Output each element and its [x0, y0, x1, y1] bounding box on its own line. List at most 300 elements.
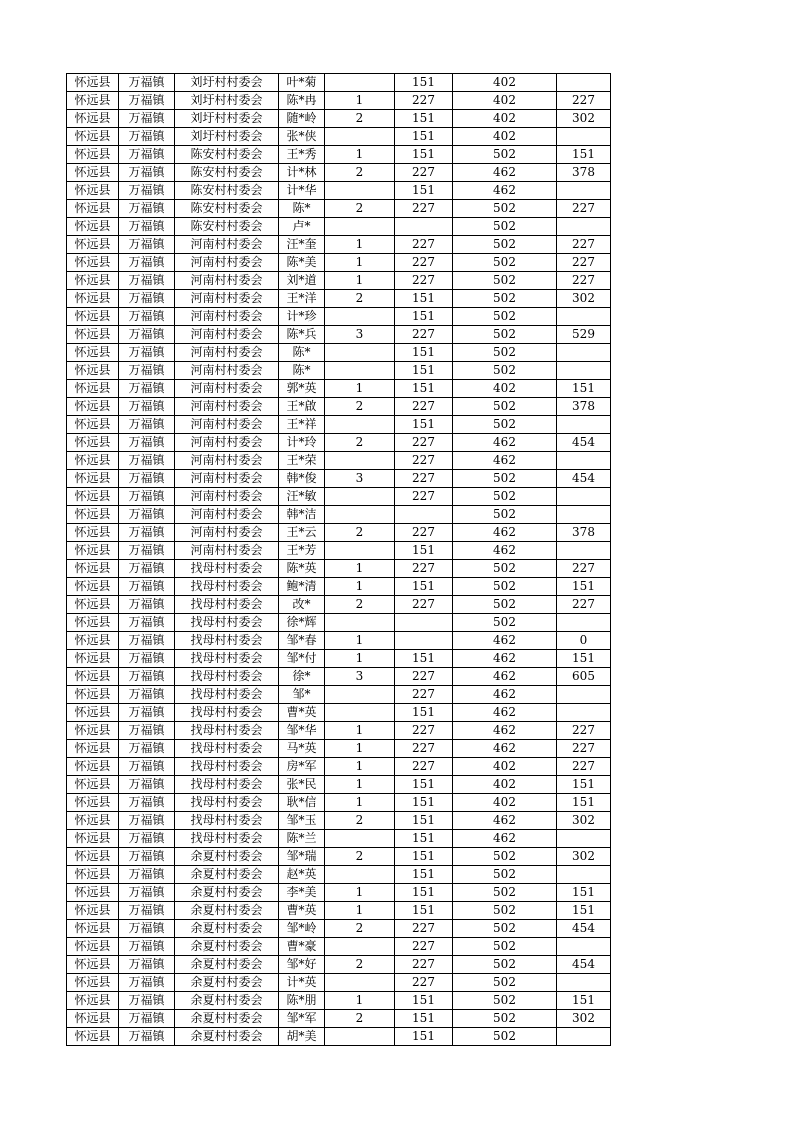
village-cell: 河南村村委会 [175, 272, 279, 290]
count-cell: 1 [325, 272, 395, 290]
amount-a-cell [395, 506, 453, 524]
table-row [67, 812, 611, 830]
town-cell: 万福镇 [119, 902, 175, 920]
county-cell: 怀远县 [67, 1028, 119, 1046]
town-cell: 万福镇 [119, 866, 175, 884]
table-row [67, 614, 611, 632]
table-row [67, 146, 611, 164]
amount-b-cell: 502 [453, 848, 557, 866]
total-cell [557, 74, 611, 92]
name-cell: 计*林 [279, 164, 325, 182]
amount-a-cell: 227 [395, 560, 453, 578]
village-cell: 余夏村村委会 [175, 884, 279, 902]
table-row [67, 1010, 611, 1028]
county-cell: 怀远县 [67, 596, 119, 614]
town-cell: 万福镇 [119, 614, 175, 632]
town-cell: 万福镇 [119, 884, 175, 902]
town-cell: 万福镇 [119, 218, 175, 236]
village-cell: 刘圩村村委会 [175, 92, 279, 110]
count-cell: 1 [325, 92, 395, 110]
name-cell: 邹*春 [279, 632, 325, 650]
name-cell: 邹*军 [279, 1010, 325, 1028]
count-cell [325, 182, 395, 200]
count-cell [325, 218, 395, 236]
town-cell: 万福镇 [119, 308, 175, 326]
amount-b-cell: 502 [453, 992, 557, 1010]
amount-a-cell: 227 [395, 740, 453, 758]
name-cell: 王*荣 [279, 452, 325, 470]
amount-b-cell: 462 [453, 164, 557, 182]
count-cell: 2 [325, 920, 395, 938]
amount-b-cell: 502 [453, 308, 557, 326]
town-cell: 万福镇 [119, 830, 175, 848]
county-cell: 怀远县 [67, 380, 119, 398]
county-cell: 怀远县 [67, 470, 119, 488]
county-cell: 怀远县 [67, 452, 119, 470]
town-cell: 万福镇 [119, 1028, 175, 1046]
amount-b-cell: 402 [453, 380, 557, 398]
amount-b-cell: 462 [453, 524, 557, 542]
table-row [67, 632, 611, 650]
table-row [67, 974, 611, 992]
table-row [67, 182, 611, 200]
total-cell: 227 [557, 758, 611, 776]
amount-b-cell: 502 [453, 344, 557, 362]
table-row [67, 758, 611, 776]
amount-a-cell: 151 [395, 776, 453, 794]
amount-b-cell: 502 [453, 200, 557, 218]
town-cell: 万福镇 [119, 128, 175, 146]
town-cell: 万福镇 [119, 200, 175, 218]
town-cell: 万福镇 [119, 272, 175, 290]
table-row [67, 272, 611, 290]
amount-a-cell: 227 [395, 236, 453, 254]
village-cell: 河南村村委会 [175, 470, 279, 488]
village-cell: 余夏村村委会 [175, 974, 279, 992]
count-cell: 1 [325, 722, 395, 740]
amount-a-cell: 151 [395, 290, 453, 308]
name-cell: 邹*瑞 [279, 848, 325, 866]
name-cell: 王*洋 [279, 290, 325, 308]
county-cell: 怀远县 [67, 254, 119, 272]
name-cell: 王*云 [279, 524, 325, 542]
table-row [67, 830, 611, 848]
county-cell: 怀远县 [67, 866, 119, 884]
table-row [67, 218, 611, 236]
amount-a-cell: 151 [395, 308, 453, 326]
village-cell: 河南村村委会 [175, 362, 279, 380]
amount-a-cell: 227 [395, 254, 453, 272]
town-cell: 万福镇 [119, 506, 175, 524]
table-row [67, 524, 611, 542]
town-cell: 万福镇 [119, 326, 175, 344]
town-cell: 万福镇 [119, 740, 175, 758]
county-cell: 怀远县 [67, 542, 119, 560]
name-cell: 陈* [279, 344, 325, 362]
table-row [67, 686, 611, 704]
amount-b-cell: 502 [453, 272, 557, 290]
village-cell: 找母村村委会 [175, 560, 279, 578]
table-row [67, 380, 611, 398]
name-cell: 陈*英 [279, 560, 325, 578]
table-row [67, 110, 611, 128]
town-cell: 万福镇 [119, 650, 175, 668]
table-row [67, 308, 611, 326]
total-cell: 151 [557, 794, 611, 812]
town-cell: 万福镇 [119, 1010, 175, 1028]
count-cell: 2 [325, 110, 395, 128]
county-cell: 怀远县 [67, 884, 119, 902]
table-row [67, 542, 611, 560]
town-cell: 万福镇 [119, 758, 175, 776]
table-row [67, 344, 611, 362]
amount-b-cell: 462 [453, 452, 557, 470]
name-cell: 韩*洁 [279, 506, 325, 524]
total-cell: 227 [557, 236, 611, 254]
name-cell: 耿*信 [279, 794, 325, 812]
name-cell: 王*秀 [279, 146, 325, 164]
county-cell: 怀远县 [67, 632, 119, 650]
name-cell: 邹* [279, 686, 325, 704]
total-cell: 151 [557, 992, 611, 1010]
amount-a-cell: 151 [395, 902, 453, 920]
village-cell: 河南村村委会 [175, 398, 279, 416]
table-row [67, 920, 611, 938]
total-cell: 378 [557, 164, 611, 182]
amount-a-cell: 227 [395, 326, 453, 344]
amount-b-cell: 462 [453, 668, 557, 686]
amount-b-cell: 502 [453, 596, 557, 614]
count-cell: 2 [325, 596, 395, 614]
county-cell: 怀远县 [67, 74, 119, 92]
town-cell: 万福镇 [119, 560, 175, 578]
town-cell: 万福镇 [119, 110, 175, 128]
amount-a-cell: 227 [395, 434, 453, 452]
table-row [67, 236, 611, 254]
amount-b-cell: 502 [453, 974, 557, 992]
total-cell [557, 344, 611, 362]
amount-a-cell: 227 [395, 956, 453, 974]
village-cell: 陈安村村委会 [175, 146, 279, 164]
count-cell: 2 [325, 1010, 395, 1028]
amount-a-cell: 227 [395, 668, 453, 686]
total-cell: 227 [557, 740, 611, 758]
name-cell: 曹*豪 [279, 938, 325, 956]
village-cell: 河南村村委会 [175, 344, 279, 362]
table-row [67, 704, 611, 722]
village-cell: 找母村村委会 [175, 686, 279, 704]
town-cell: 万福镇 [119, 704, 175, 722]
county-cell: 怀远县 [67, 740, 119, 758]
total-cell [557, 830, 611, 848]
amount-a-cell: 151 [395, 650, 453, 668]
name-cell: 胡*美 [279, 1028, 325, 1046]
count-cell [325, 506, 395, 524]
total-cell: 227 [557, 560, 611, 578]
amount-a-cell: 151 [395, 1010, 453, 1028]
county-cell: 怀远县 [67, 326, 119, 344]
name-cell: 房*军 [279, 758, 325, 776]
county-cell: 怀远县 [67, 398, 119, 416]
village-cell: 河南村村委会 [175, 308, 279, 326]
total-cell [557, 686, 611, 704]
village-cell: 余夏村村委会 [175, 902, 279, 920]
village-cell: 找母村村委会 [175, 740, 279, 758]
table-row [67, 938, 611, 956]
count-cell [325, 488, 395, 506]
name-cell: 马*英 [279, 740, 325, 758]
count-cell: 2 [325, 434, 395, 452]
amount-b-cell: 502 [453, 920, 557, 938]
name-cell: 计*珍 [279, 308, 325, 326]
amount-a-cell: 151 [395, 110, 453, 128]
amount-a-cell: 151 [395, 704, 453, 722]
count-cell [325, 452, 395, 470]
town-cell: 万福镇 [119, 164, 175, 182]
count-cell [325, 416, 395, 434]
table-row [67, 128, 611, 146]
town-cell: 万福镇 [119, 146, 175, 164]
table-row [67, 560, 611, 578]
county-cell: 怀远县 [67, 776, 119, 794]
total-cell: 151 [557, 884, 611, 902]
count-cell: 1 [325, 650, 395, 668]
total-cell: 378 [557, 398, 611, 416]
village-cell: 河南村村委会 [175, 452, 279, 470]
count-cell [325, 704, 395, 722]
amount-a-cell: 151 [395, 380, 453, 398]
table-row [67, 362, 611, 380]
amount-b-cell: 462 [453, 650, 557, 668]
amount-b-cell: 462 [453, 830, 557, 848]
town-cell: 万福镇 [119, 236, 175, 254]
village-cell: 找母村村委会 [175, 758, 279, 776]
village-cell: 找母村村委会 [175, 794, 279, 812]
town-cell: 万福镇 [119, 488, 175, 506]
total-cell [557, 416, 611, 434]
table-row [67, 398, 611, 416]
total-cell: 227 [557, 92, 611, 110]
amount-a-cell: 151 [395, 1028, 453, 1046]
count-cell: 2 [325, 200, 395, 218]
count-cell: 2 [325, 524, 395, 542]
name-cell: 陈*朋 [279, 992, 325, 1010]
table-row [67, 668, 611, 686]
amount-a-cell: 227 [395, 92, 453, 110]
amount-a-cell [395, 632, 453, 650]
amount-b-cell: 502 [453, 578, 557, 596]
name-cell: 赵*英 [279, 866, 325, 884]
county-cell: 怀远县 [67, 128, 119, 146]
amount-a-cell: 227 [395, 200, 453, 218]
town-cell: 万福镇 [119, 722, 175, 740]
name-cell: 鲍*清 [279, 578, 325, 596]
village-cell: 陈安村村委会 [175, 200, 279, 218]
table-row [67, 794, 611, 812]
amount-b-cell: 502 [453, 398, 557, 416]
county-cell: 怀远县 [67, 164, 119, 182]
count-cell: 3 [325, 470, 395, 488]
town-cell: 万福镇 [119, 956, 175, 974]
table-row [67, 434, 611, 452]
count-cell [325, 308, 395, 326]
village-cell: 河南村村委会 [175, 434, 279, 452]
amount-a-cell: 151 [395, 830, 453, 848]
amount-a-cell: 227 [395, 398, 453, 416]
amount-b-cell: 502 [453, 956, 557, 974]
amount-a-cell: 151 [395, 146, 453, 164]
town-cell: 万福镇 [119, 470, 175, 488]
village-cell: 河南村村委会 [175, 290, 279, 308]
amount-b-cell: 462 [453, 722, 557, 740]
name-cell: 陈* [279, 362, 325, 380]
village-cell: 河南村村委会 [175, 524, 279, 542]
count-cell [325, 938, 395, 956]
amount-b-cell: 462 [453, 686, 557, 704]
table-row [67, 200, 611, 218]
count-cell: 1 [325, 254, 395, 272]
village-cell: 余夏村村委会 [175, 866, 279, 884]
village-cell: 找母村村委会 [175, 722, 279, 740]
amount-a-cell: 151 [395, 578, 453, 596]
name-cell: 陈*冉 [279, 92, 325, 110]
county-cell: 怀远县 [67, 416, 119, 434]
table-row [67, 1028, 611, 1046]
name-cell: 刘*道 [279, 272, 325, 290]
village-cell: 河南村村委会 [175, 236, 279, 254]
amount-a-cell: 151 [395, 812, 453, 830]
count-cell: 2 [325, 398, 395, 416]
name-cell: 叶*菊 [279, 74, 325, 92]
village-cell: 河南村村委会 [175, 254, 279, 272]
town-cell: 万福镇 [119, 776, 175, 794]
county-cell: 怀远县 [67, 956, 119, 974]
county-cell: 怀远县 [67, 812, 119, 830]
name-cell: 汪*敏 [279, 488, 325, 506]
amount-b-cell: 462 [453, 182, 557, 200]
total-cell: 227 [557, 254, 611, 272]
name-cell: 汪*奎 [279, 236, 325, 254]
count-cell [325, 74, 395, 92]
total-cell: 302 [557, 290, 611, 308]
county-cell: 怀远县 [67, 200, 119, 218]
county-cell: 怀远县 [67, 218, 119, 236]
table-row [67, 884, 611, 902]
total-cell [557, 182, 611, 200]
town-cell: 万福镇 [119, 632, 175, 650]
amount-b-cell: 462 [453, 434, 557, 452]
amount-b-cell: 502 [453, 146, 557, 164]
town-cell: 万福镇 [119, 974, 175, 992]
town-cell: 万福镇 [119, 812, 175, 830]
county-cell: 怀远县 [67, 578, 119, 596]
amount-a-cell: 151 [395, 416, 453, 434]
amount-b-cell: 402 [453, 794, 557, 812]
amount-b-cell: 502 [453, 488, 557, 506]
amount-a-cell: 151 [395, 344, 453, 362]
county-cell: 怀远县 [67, 920, 119, 938]
county-cell: 怀远县 [67, 110, 119, 128]
county-cell: 怀远县 [67, 902, 119, 920]
county-cell: 怀远县 [67, 506, 119, 524]
table-row [67, 164, 611, 182]
count-cell: 1 [325, 146, 395, 164]
amount-b-cell: 502 [453, 506, 557, 524]
amount-b-cell: 502 [453, 416, 557, 434]
amount-a-cell: 227 [395, 452, 453, 470]
total-cell: 0 [557, 632, 611, 650]
amount-b-cell: 462 [453, 704, 557, 722]
amount-a-cell: 227 [395, 164, 453, 182]
village-cell: 找母村村委会 [175, 596, 279, 614]
county-cell: 怀远县 [67, 992, 119, 1010]
town-cell: 万福镇 [119, 380, 175, 398]
name-cell: 韩*俊 [279, 470, 325, 488]
amount-b-cell: 502 [453, 614, 557, 632]
total-cell [557, 452, 611, 470]
town-cell: 万福镇 [119, 686, 175, 704]
town-cell: 万福镇 [119, 668, 175, 686]
county-cell: 怀远县 [67, 344, 119, 362]
amount-b-cell: 462 [453, 812, 557, 830]
amount-a-cell: 227 [395, 722, 453, 740]
total-cell [557, 308, 611, 326]
count-cell: 1 [325, 578, 395, 596]
town-cell: 万福镇 [119, 92, 175, 110]
count-cell [325, 974, 395, 992]
count-cell [325, 1028, 395, 1046]
amount-a-cell: 151 [395, 542, 453, 560]
count-cell [325, 542, 395, 560]
name-cell: 陈* [279, 200, 325, 218]
total-cell [557, 488, 611, 506]
name-cell: 邹*岭 [279, 920, 325, 938]
county-cell: 怀远县 [67, 236, 119, 254]
count-cell: 1 [325, 560, 395, 578]
name-cell: 王*祥 [279, 416, 325, 434]
name-cell: 随*岭 [279, 110, 325, 128]
table-row [67, 506, 611, 524]
count-cell: 1 [325, 776, 395, 794]
amount-b-cell: 502 [453, 326, 557, 344]
amount-b-cell: 502 [453, 1010, 557, 1028]
amount-a-cell [395, 218, 453, 236]
table-row [67, 866, 611, 884]
name-cell: 徐*辉 [279, 614, 325, 632]
count-cell: 1 [325, 236, 395, 254]
village-cell: 余夏村村委会 [175, 956, 279, 974]
name-cell: 李*美 [279, 884, 325, 902]
total-cell: 454 [557, 956, 611, 974]
total-cell: 151 [557, 650, 611, 668]
table-row [67, 650, 611, 668]
town-cell: 万福镇 [119, 362, 175, 380]
town-cell: 万福镇 [119, 290, 175, 308]
amount-b-cell: 502 [453, 254, 557, 272]
amount-b-cell: 502 [453, 902, 557, 920]
amount-b-cell: 502 [453, 470, 557, 488]
name-cell: 计*玲 [279, 434, 325, 452]
county-cell: 怀远县 [67, 722, 119, 740]
amount-a-cell: 227 [395, 596, 453, 614]
name-cell: 郭*英 [279, 380, 325, 398]
count-cell: 2 [325, 848, 395, 866]
county-cell: 怀远县 [67, 614, 119, 632]
total-cell [557, 128, 611, 146]
amount-a-cell [395, 614, 453, 632]
name-cell: 邹*华 [279, 722, 325, 740]
village-cell: 河南村村委会 [175, 416, 279, 434]
